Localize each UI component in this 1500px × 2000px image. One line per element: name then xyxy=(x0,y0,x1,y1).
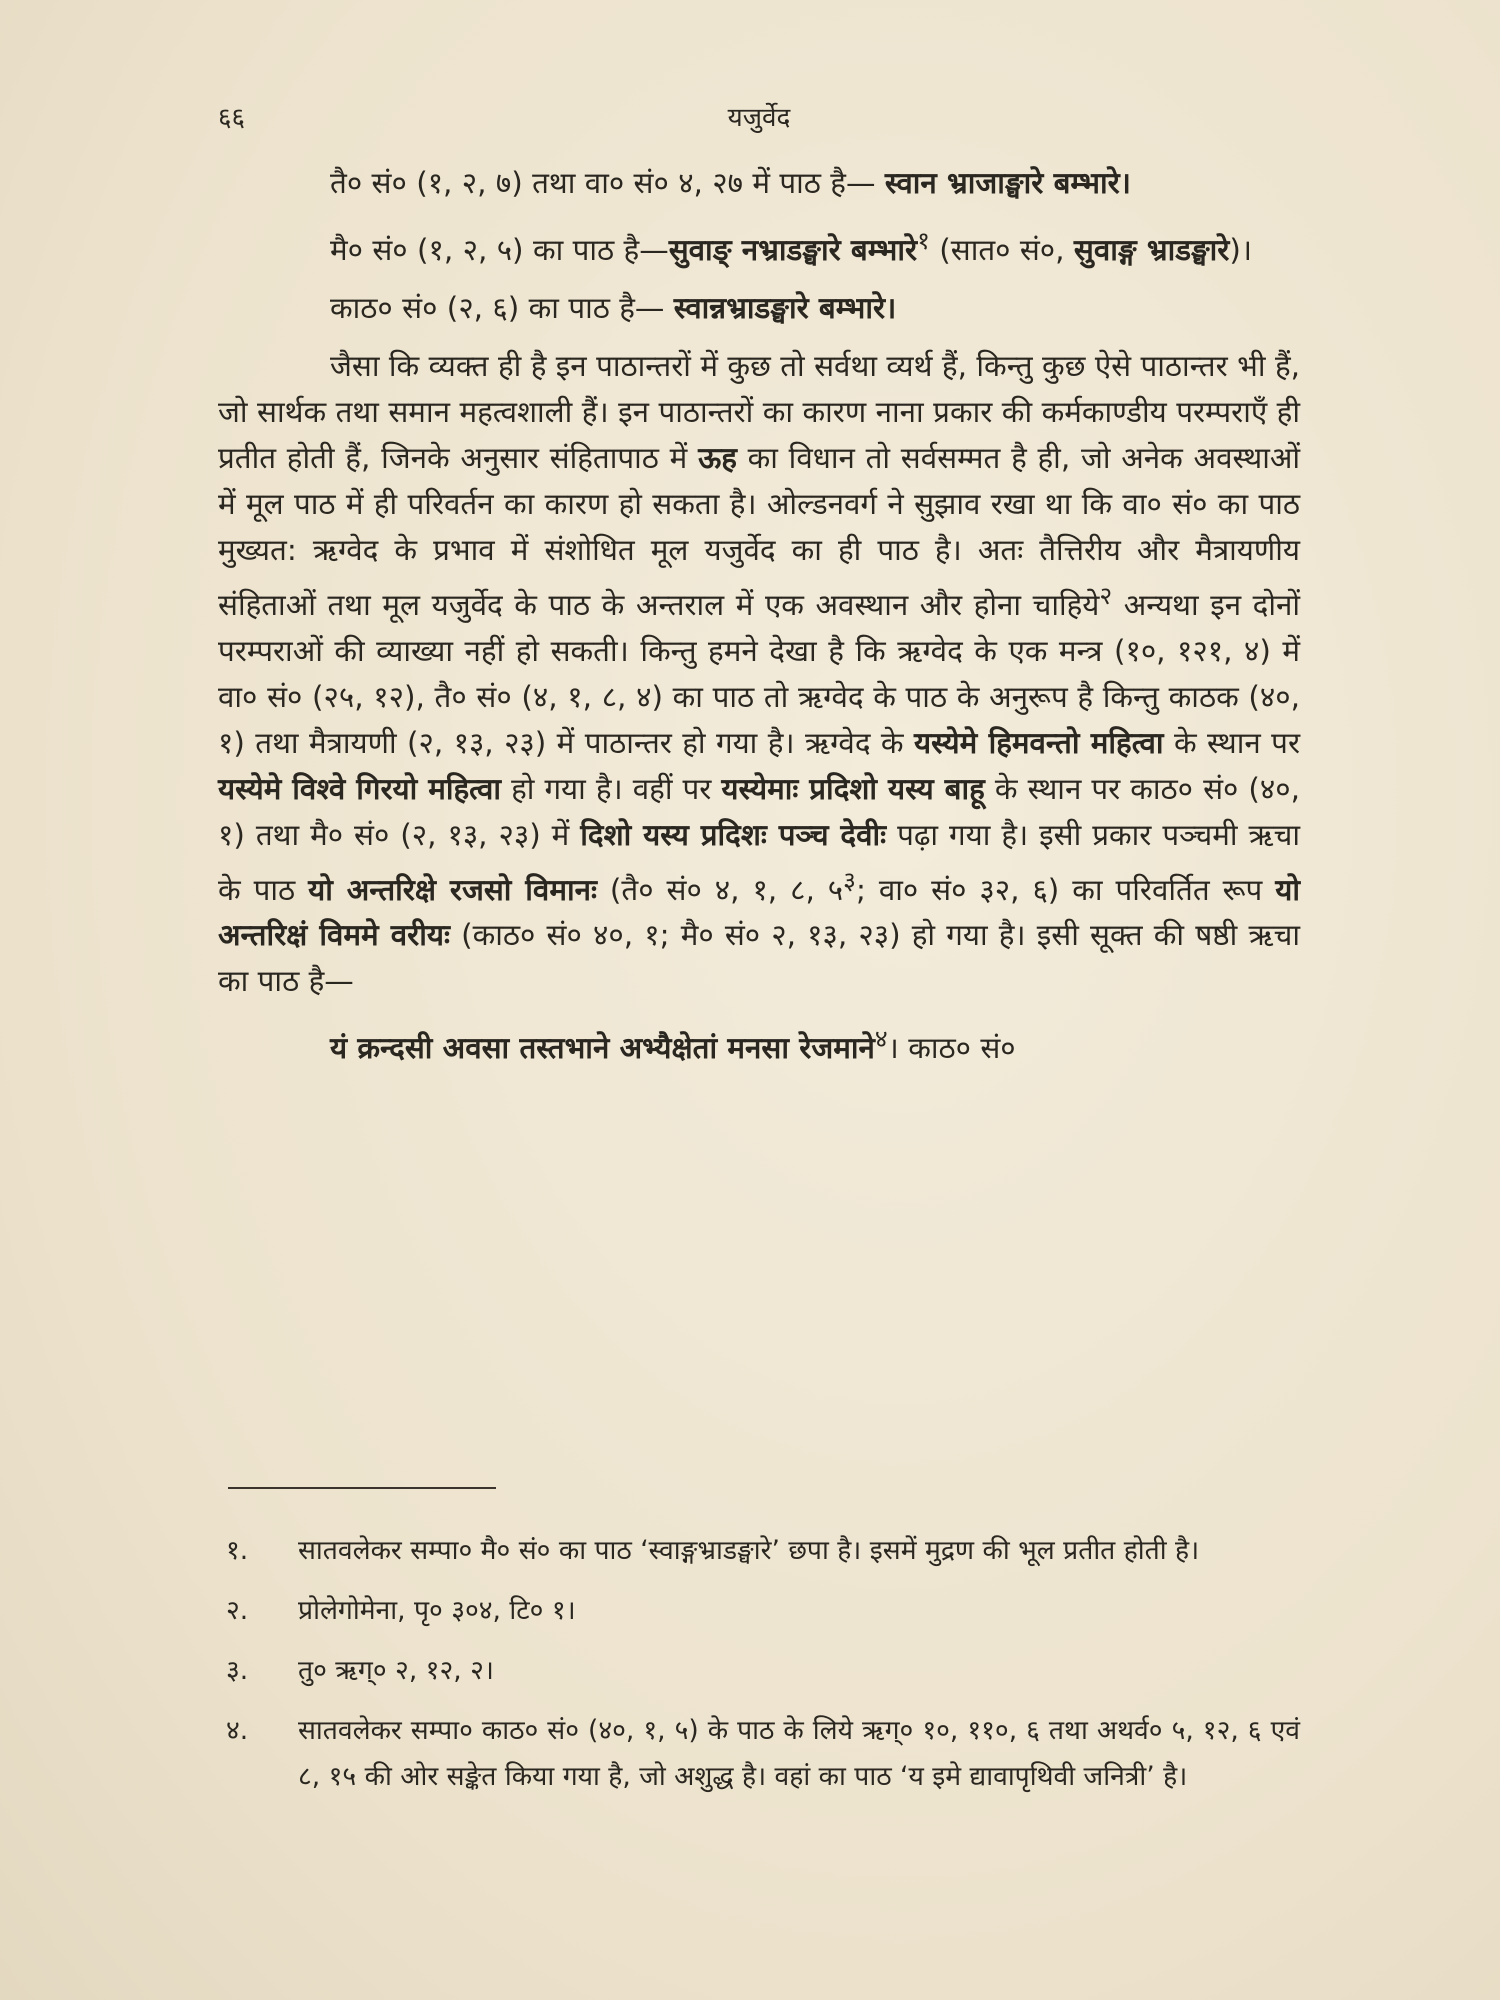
footnote xyxy=(218,1708,1300,1800)
footnote xyxy=(218,1588,1300,1634)
footnote xyxy=(218,1528,1300,1574)
footnote-number: १. xyxy=(226,1535,249,1566)
page-number: ६६ xyxy=(218,103,246,133)
paragraph-1: तै० सं० (१, २, ७) तथा वा० सं० ४, २७ में पाठ है— स्वान भ्राजाङ्घारे बम्भारे। xyxy=(330,166,1131,200)
footnotes xyxy=(218,1528,1300,1814)
footnote-ref: २ xyxy=(1099,580,1113,610)
footnote-divider xyxy=(228,1487,496,1489)
footnote-text: प्रोलेगोमेना, पृ० ३०४, टि० १। xyxy=(298,1595,576,1626)
footnote-number: २. xyxy=(226,1595,249,1626)
footnote-ref: ३ xyxy=(843,865,856,895)
footnote-number: ४. xyxy=(226,1715,249,1746)
paragraph-5: यं क्रन्दसी अवसा तस्तभाने अभ्यैक्षेतां मनसा रेजमाने$^४$। काठ० सं० xyxy=(330,1024,1016,1066)
body-text xyxy=(218,160,1300,1083)
running-title: यजुर्वेद xyxy=(727,103,791,133)
footnote-text: तु० ऋग्० २, १२, २। xyxy=(298,1655,494,1686)
paragraph-2: मै० सं० (१, २, ५) का पाठ है—सुवाङ् नभ्राडङ्घारे बम्भारे$^१$ (सात० सं०, सुवाङ्ग भ्राडङ्घारे)। xyxy=(330,226,1253,267)
footnote-text: सातवलेकर सम्पा० काठ० सं० (४०, १, ५) के पाठ के लिये ऋग्० १०, ११०, ६ तथा अथर्व० ५, १२, ६ एवं ८, १५ की ओर सङ्केत किया गया है, जो अशुद्ध है। वहां का पाठ ‘य इमे द्यावापृथिवी जनित्री’ है। xyxy=(298,1715,1300,1792)
paragraph-3: काठ० सं० (२, ६) का पाठ है— स्वान्नभ्राडङ्घारे बम्भारे। xyxy=(330,290,897,325)
footnote-number: ३. xyxy=(226,1655,249,1686)
footnote-ref: १ xyxy=(917,226,930,255)
footnote-text: सातवलेकर सम्पा० मै० सं० का पाठ ‘स्वाङ्गभ्राडङ्घारे’ छपा है। इसमें मुद्रण की भूल प्रतीत होती है। xyxy=(298,1535,1200,1566)
paragraph-4: जैसा कि व्यक्त ही है इन पाठान्तरों में कुछ तो सर्वथा व्यर्थ हैं, किन्तु कुछ ऐसे पाठान्तर भी हैं, जो सार्थक तथा समान महत्वशाली हैं। इन पाठान्तरों का कारण नाना प्रकार की कर्मकाण्डीय परम्पराएँ ही प्रतीत होती हैं, जिनके अनुसार संहितापाठ में ऊह का विधान तो सर्वसम्मत है ही, जो अनेक अवस्थाओं में मूल पाठ में ही परिवर्तन का कारण हो सकता है। ओल्डनवर्ग ने सुझाव रखा था कि वा० सं० का पाठ मुख्यत: ऋग्वेद के प्रभाव में संशोधित मूल यजुर्वेद का ही पाठ है। अतः तैत्तिरीय और मैत्रायणीय संहिताओं तथा मूल यजुर्वेद के पाठ के अन्तराल में एक अवस्थान और होना चाहिये$^२$ अन्यथा इन दोनों परम्पराओं की व्याख्या नहीं हो सकती। किन्तु हमने देखा है कि ऋग्वेद के एक मन्त्र (१०, १२१, ४) में वा० सं० (२५, १२), तै० सं० (४, १, ८, ४) का पाठ तो ऋग्वेद के पाठ के अनुरूप है किन्तु काठक (४०, १) तथा मैत्रायणी (२, १३, २३) में पाठान्तर हो गया है। ऋग्वेद के यस्येमे हिमवन्तो महित्वा के स्थान पर यस्येमे विश्वे गिरयो महित्वा हो गया है। वहीं पर यस्येमाः प्रदिशो यस्य बाहू के स्थान पर काठ० सं० (४०, १) तथा मै० सं० (२, १३, २३) में दिशो यस्य प्रदिशः पञ्च देवीः पढ़ा गया है। इसी प्रकार पञ्चमी ऋचा के पाठ यो अन्तरिक्षे रजसो विमानः (तै० सं० ४, १, ८, $५^३$; वा० सं० ३२, ६) का परिवर्तित रूप यो अन्तरिक्षं विममे वरीयः (काठ० सं० ४०, १; मै० सं० २, १३, २३) हो गया है। इसी सूक्त की षष्ठी ऋचा का पाठ है— xyxy=(218,348,1301,999)
page-header xyxy=(218,98,1300,138)
footnote-ref: ४ xyxy=(874,1024,888,1054)
footnote xyxy=(218,1648,1300,1694)
